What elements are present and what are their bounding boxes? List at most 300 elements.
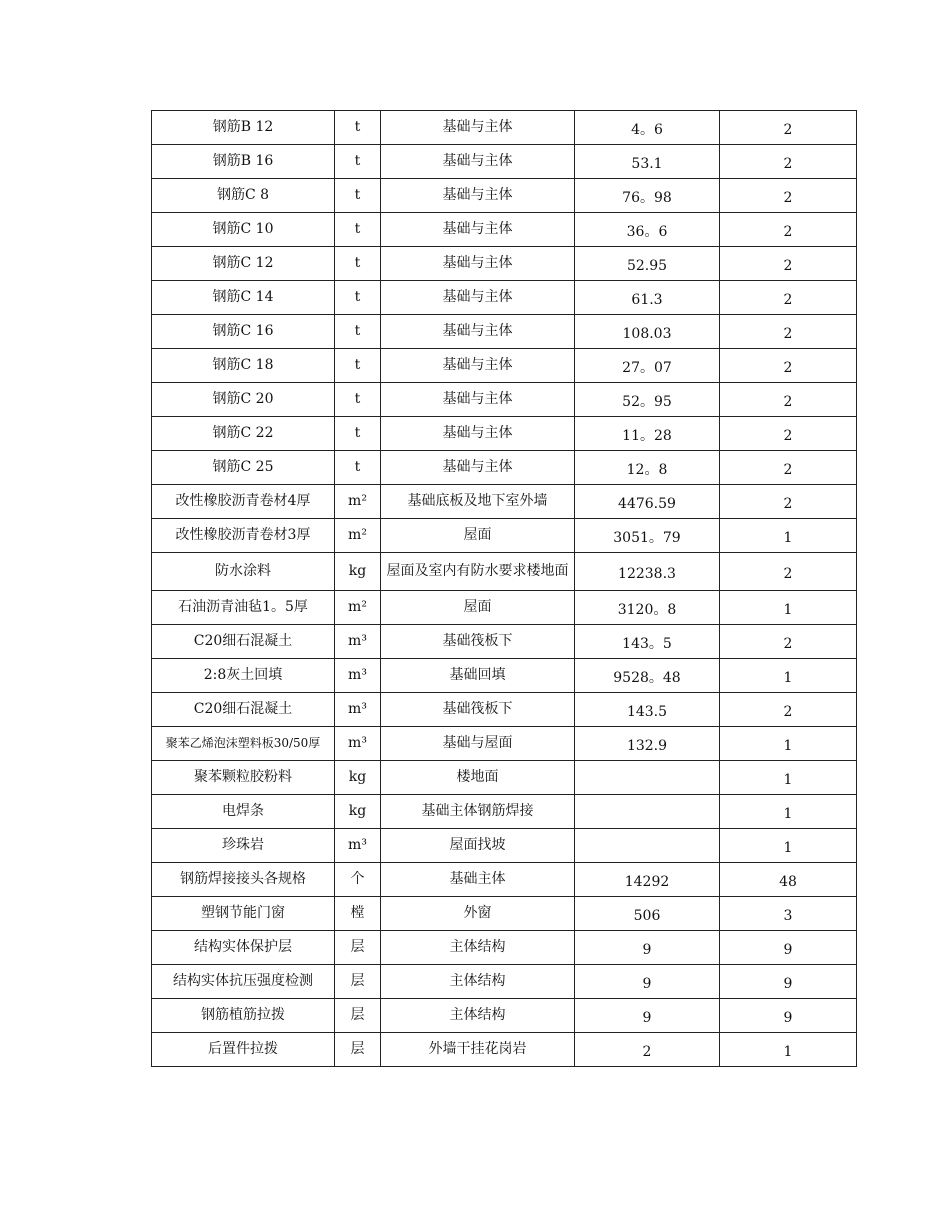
material-name-cell-text: 2:8灰土回填 — [203, 667, 283, 683]
unit-cell — [335, 315, 381, 349]
material-name-cell — [152, 897, 335, 931]
sample-count-cell-text: 2 — [783, 224, 793, 240]
material-name-cell-text: 钢筋C 12 — [212, 255, 274, 271]
material-name-cell — [152, 383, 335, 417]
sample-count-cell — [720, 247, 857, 281]
material-name-cell — [152, 761, 335, 795]
location-cell-text: 基础与主体 — [442, 459, 513, 475]
material-name-cell — [152, 659, 335, 693]
unit-cell — [335, 999, 381, 1033]
material-name-cell — [152, 965, 335, 999]
unit-cell-text: t — [354, 119, 361, 135]
location-cell — [381, 179, 575, 213]
sample-count-cell-text: 1 — [783, 840, 793, 856]
sample-count-cell-text: 2 — [783, 428, 793, 444]
sample-count-cell — [720, 965, 857, 999]
table-row — [152, 417, 857, 451]
material-name-cell-text: 钢筋C 20 — [212, 391, 274, 407]
sample-count-cell — [720, 897, 857, 931]
material-name-cell — [152, 553, 335, 591]
location-cell-text: 基础与主体 — [442, 255, 513, 271]
quantity-cell — [575, 761, 720, 795]
material-table-body — [152, 111, 857, 1067]
unit-cell-text: m³ — [348, 701, 367, 717]
unit-cell-text: kg — [348, 803, 367, 819]
table-row — [152, 965, 857, 999]
unit-cell — [335, 553, 381, 591]
quantity-cell — [575, 659, 720, 693]
sample-count-cell — [720, 417, 857, 451]
sample-count-cell-text: 9 — [783, 942, 793, 958]
location-cell — [381, 795, 575, 829]
table-row — [152, 349, 857, 383]
location-cell-text: 基础主体 — [449, 871, 506, 887]
sample-count-cell-text: 2 — [783, 190, 793, 206]
sample-count-cell — [720, 111, 857, 145]
material-name-cell-text: 钢筋植筋拉拨 — [201, 1007, 285, 1023]
sample-count-cell — [720, 451, 857, 485]
location-cell — [381, 519, 575, 553]
unit-cell — [335, 111, 381, 145]
quantity-cell-text: 52。95 — [622, 394, 672, 410]
sample-count-cell — [720, 485, 857, 519]
sample-count-cell — [720, 761, 857, 795]
quantity-cell — [575, 591, 720, 625]
location-cell-text: 基础与主体 — [442, 153, 513, 169]
material-name-cell — [152, 999, 335, 1033]
unit-cell — [335, 659, 381, 693]
location-cell — [381, 281, 575, 315]
quantity-cell — [575, 519, 720, 553]
quantity-cell-text: 9 — [642, 976, 652, 992]
quantity-cell-text: 76。98 — [622, 190, 672, 206]
material-name-cell — [152, 111, 335, 145]
material-name-cell — [152, 795, 335, 829]
quantity-cell-text: 3120。8 — [617, 602, 677, 618]
table-row — [152, 111, 857, 145]
table-row — [152, 897, 857, 931]
sample-count-cell — [720, 281, 857, 315]
sample-count-cell — [720, 625, 857, 659]
unit-cell-text: 个 — [350, 871, 365, 887]
unit-cell-text: m³ — [348, 735, 367, 751]
sample-count-cell-text: 2 — [783, 156, 793, 172]
unit-cell-text: m³ — [348, 667, 367, 683]
sample-count-cell-text: 1 — [783, 530, 793, 546]
sample-count-cell-text: 2 — [783, 258, 793, 274]
material-name-cell — [152, 451, 335, 485]
quantity-cell — [575, 863, 720, 897]
sample-count-cell-text: 2 — [783, 326, 793, 342]
unit-cell-text: t — [354, 289, 361, 305]
table-row — [152, 761, 857, 795]
quantity-cell — [575, 383, 720, 417]
quantity-cell — [575, 349, 720, 383]
location-cell-text: 基础筏板下 — [442, 633, 513, 649]
unit-cell — [335, 451, 381, 485]
quantity-cell — [575, 553, 720, 591]
table-row — [152, 795, 857, 829]
material-name-cell-text: 后置件拉拨 — [208, 1041, 278, 1057]
sample-count-cell — [720, 999, 857, 1033]
material-name-cell — [152, 247, 335, 281]
sample-count-cell — [720, 553, 857, 591]
sample-count-cell-text: 2 — [783, 496, 793, 512]
quantity-cell — [575, 965, 720, 999]
location-cell-text: 外墙干挂花岗岩 — [428, 1041, 527, 1057]
quantity-cell-text: 9 — [642, 1010, 652, 1026]
sample-count-cell-text: 2 — [783, 704, 793, 720]
unit-cell — [335, 727, 381, 761]
sample-count-cell — [720, 179, 857, 213]
quantity-cell — [575, 179, 720, 213]
sample-count-cell-text: 9 — [783, 976, 793, 992]
material-name-cell — [152, 349, 335, 383]
location-cell-text: 楼地面 — [456, 769, 499, 785]
sample-count-cell — [720, 1033, 857, 1067]
table-row — [152, 247, 857, 281]
material-name-cell — [152, 213, 335, 247]
location-cell-text: 主体结构 — [449, 939, 506, 955]
unit-cell — [335, 485, 381, 519]
location-cell — [381, 145, 575, 179]
quantity-cell — [575, 727, 720, 761]
table-row — [152, 591, 857, 625]
material-name-cell-text: 改性橡胶沥青卷材3厚 — [175, 527, 311, 543]
location-cell — [381, 111, 575, 145]
quantity-cell-text: 143.5 — [626, 704, 668, 720]
material-name-cell-text: 聚苯颗粒胶粉料 — [194, 769, 292, 785]
sample-count-cell-text: 1 — [783, 806, 793, 822]
sample-count-cell-text: 2 — [783, 462, 793, 478]
sample-count-cell-text: 2 — [783, 636, 793, 652]
sample-count-cell — [720, 693, 857, 727]
quantity-cell-text: 36。6 — [626, 224, 668, 240]
location-cell-text: 基础与主体 — [442, 323, 513, 339]
quantity-cell-text: 2 — [642, 1044, 652, 1060]
quantity-cell — [575, 829, 720, 863]
unit-cell — [335, 693, 381, 727]
material-name-cell-text: 钢筋B 16 — [212, 153, 274, 169]
quantity-cell-text: 3051。79 — [613, 530, 681, 546]
location-cell — [381, 349, 575, 383]
quantity-cell — [575, 315, 720, 349]
quantity-cell — [575, 451, 720, 485]
sample-count-cell — [720, 383, 857, 417]
quantity-cell-text: 27。07 — [622, 360, 672, 376]
table-row — [152, 829, 857, 863]
material-name-cell-text: 钢筋C 25 — [212, 459, 274, 475]
table-row — [152, 281, 857, 315]
sample-count-cell-text: 1 — [783, 738, 793, 754]
material-name-cell — [152, 417, 335, 451]
sample-count-cell — [720, 659, 857, 693]
quantity-cell-text: 4。6 — [631, 122, 663, 138]
quantity-cell-text: 9528。48 — [613, 670, 681, 686]
unit-cell — [335, 247, 381, 281]
unit-cell-text: t — [354, 153, 361, 169]
location-cell — [381, 659, 575, 693]
material-name-cell-text: 钢筋焊接接头各规格 — [180, 871, 306, 887]
sample-count-cell-text: 1 — [783, 1044, 793, 1060]
quantity-cell-text: 143。5 — [622, 636, 672, 652]
quantity-cell-text: 9 — [642, 942, 652, 958]
unit-cell-text: t — [354, 187, 361, 203]
unit-cell-text: t — [354, 391, 361, 407]
location-cell — [381, 863, 575, 897]
sample-count-cell-text: 2 — [783, 566, 793, 582]
material-name-cell — [152, 179, 335, 213]
material-name-cell-text: C20细石混凝土 — [193, 633, 293, 649]
material-name-cell-text: 钢筋C 10 — [212, 221, 274, 237]
location-cell — [381, 693, 575, 727]
unit-cell — [335, 931, 381, 965]
table-row — [152, 553, 857, 591]
unit-cell-text: kg — [348, 769, 367, 785]
sample-count-cell-text: 48 — [779, 874, 797, 890]
location-cell-text: 屋面及室内有防水要求楼地面 — [386, 563, 569, 579]
quantity-cell — [575, 213, 720, 247]
unit-cell — [335, 591, 381, 625]
quantity-cell — [575, 999, 720, 1033]
quantity-cell-text: 14292 — [624, 874, 670, 890]
quantity-cell-text: 61.3 — [631, 292, 663, 308]
material-name-cell — [152, 315, 335, 349]
material-name-cell-text: 结构实体保护层 — [194, 939, 292, 955]
location-cell-text: 基础与主体 — [442, 357, 513, 373]
location-cell-text: 主体结构 — [449, 973, 506, 989]
sample-count-cell-text: 3 — [783, 908, 793, 924]
material-name-cell — [152, 863, 335, 897]
unit-cell — [335, 179, 381, 213]
unit-cell-text: t — [354, 357, 361, 373]
material-name-cell — [152, 145, 335, 179]
material-name-cell — [152, 931, 335, 965]
unit-cell — [335, 383, 381, 417]
location-cell — [381, 897, 575, 931]
location-cell — [381, 965, 575, 999]
sample-count-cell-text: 2 — [783, 122, 793, 138]
material-name-cell-text: 结构实体抗压强度检测 — [173, 973, 313, 989]
unit-cell-text: t — [354, 323, 361, 339]
location-cell — [381, 829, 575, 863]
table-row — [152, 727, 857, 761]
quantity-cell-text: 52.95 — [626, 258, 668, 274]
unit-cell — [335, 761, 381, 795]
sample-count-cell — [720, 931, 857, 965]
quantity-cell — [575, 931, 720, 965]
material-name-cell-text: 电焊条 — [222, 803, 264, 819]
sample-count-cell — [720, 591, 857, 625]
table-row — [152, 693, 857, 727]
sample-count-cell — [720, 829, 857, 863]
location-cell-text: 屋面 — [463, 599, 492, 615]
location-cell — [381, 727, 575, 761]
location-cell-text: 基础主体钢筋焊接 — [421, 803, 534, 819]
sample-count-cell-text: 1 — [783, 670, 793, 686]
unit-cell-text: 层 — [350, 1007, 365, 1023]
unit-cell-text: m² — [348, 599, 367, 615]
material-name-cell — [152, 727, 335, 761]
material-name-cell — [152, 829, 335, 863]
sample-count-cell — [720, 145, 857, 179]
material-name-cell-text: 钢筋C 8 — [216, 187, 270, 203]
quantity-cell-text: 12。8 — [626, 462, 668, 478]
location-cell-text: 基础与主体 — [442, 221, 513, 237]
location-cell — [381, 625, 575, 659]
material-name-cell-text: 防水涂料 — [215, 563, 271, 579]
unit-cell-text: 层 — [350, 1041, 365, 1057]
material-name-cell-text: 塑钢节能门窗 — [201, 905, 285, 921]
location-cell — [381, 247, 575, 281]
quantity-cell-text: 53.1 — [631, 156, 663, 172]
location-cell — [381, 485, 575, 519]
material-name-cell-text: 改性橡胶沥青卷材4厚 — [175, 493, 311, 509]
quantity-cell — [575, 281, 720, 315]
location-cell-text: 基础与主体 — [442, 187, 513, 203]
table-row — [152, 145, 857, 179]
quantity-cell-text: 506 — [633, 908, 661, 924]
table-row — [152, 625, 857, 659]
unit-cell-text: 层 — [350, 939, 365, 955]
unit-cell-text: m³ — [348, 837, 367, 853]
sample-count-cell-text: 1 — [783, 602, 793, 618]
sample-count-cell-text: 2 — [783, 292, 793, 308]
unit-cell-text: m² — [348, 493, 367, 509]
location-cell — [381, 383, 575, 417]
unit-cell — [335, 213, 381, 247]
table-row — [152, 213, 857, 247]
material-name-cell — [152, 281, 335, 315]
quantity-cell-text: 108.03 — [622, 326, 672, 342]
quantity-cell — [575, 111, 720, 145]
material-name-cell — [152, 519, 335, 553]
table-row — [152, 659, 857, 693]
location-cell — [381, 315, 575, 349]
unit-cell — [335, 519, 381, 553]
material-name-cell — [152, 1033, 335, 1067]
table-row — [152, 519, 857, 553]
unit-cell — [335, 145, 381, 179]
material-table-container — [151, 110, 857, 1067]
unit-cell — [335, 349, 381, 383]
quantity-cell — [575, 897, 720, 931]
material-name-cell — [152, 485, 335, 519]
quantity-cell — [575, 247, 720, 281]
location-cell — [381, 761, 575, 795]
location-cell-text: 基础筏板下 — [442, 701, 513, 717]
sample-count-cell — [720, 315, 857, 349]
quantity-cell-text: 11。28 — [622, 428, 672, 444]
quantity-cell — [575, 145, 720, 179]
sample-count-cell-text: 9 — [783, 1010, 793, 1026]
unit-cell — [335, 897, 381, 931]
quantity-cell-text: 4476.59 — [618, 496, 676, 512]
location-cell — [381, 417, 575, 451]
sample-count-cell — [720, 519, 857, 553]
material-name-cell-text: 钢筋C 16 — [212, 323, 274, 339]
quantity-cell — [575, 625, 720, 659]
unit-cell — [335, 965, 381, 999]
sample-count-cell — [720, 349, 857, 383]
sample-count-cell — [720, 727, 857, 761]
location-cell — [381, 591, 575, 625]
location-cell-text: 基础与主体 — [442, 289, 513, 305]
sample-count-cell-text: 1 — [783, 772, 793, 788]
location-cell — [381, 1033, 575, 1067]
location-cell-text: 基础底板及地下室外墙 — [407, 493, 548, 509]
location-cell — [381, 213, 575, 247]
material-name-cell — [152, 693, 335, 727]
quantity-cell — [575, 485, 720, 519]
location-cell — [381, 553, 575, 591]
location-cell-text: 基础与主体 — [442, 391, 513, 407]
unit-cell — [335, 795, 381, 829]
table-row — [152, 315, 857, 349]
location-cell — [381, 999, 575, 1033]
unit-cell-text: 层 — [350, 973, 365, 989]
unit-cell-text: m² — [348, 527, 367, 543]
table-row — [152, 931, 857, 965]
material-name-cell-text: 钢筋C 22 — [212, 425, 274, 441]
table-row — [152, 999, 857, 1033]
sample-count-cell — [720, 863, 857, 897]
sample-count-cell-text: 2 — [783, 360, 793, 376]
sample-count-cell-text: 2 — [783, 394, 793, 410]
material-name-cell — [152, 591, 335, 625]
unit-cell-text: t — [354, 255, 361, 271]
unit-cell — [335, 1033, 381, 1067]
table-row — [152, 485, 857, 519]
material-name-cell — [152, 625, 335, 659]
unit-cell-text: t — [354, 221, 361, 237]
unit-cell — [335, 625, 381, 659]
material-table — [151, 110, 857, 1067]
location-cell-text: 屋面 — [463, 527, 492, 543]
quantity-cell — [575, 1033, 720, 1067]
sample-count-cell — [720, 795, 857, 829]
quantity-cell-text: 12238.3 — [618, 566, 676, 582]
quantity-cell — [575, 417, 720, 451]
material-name-cell-text: C20细石混凝土 — [193, 701, 293, 717]
quantity-cell — [575, 795, 720, 829]
material-name-cell-text: 石油沥青油毡1。5厚 — [178, 599, 308, 615]
quantity-cell-text: 132.9 — [626, 738, 668, 754]
location-cell-text: 外窗 — [463, 905, 492, 921]
table-row — [152, 863, 857, 897]
unit-cell — [335, 863, 381, 897]
location-cell-text: 基础与主体 — [442, 119, 513, 135]
unit-cell-text: m³ — [348, 633, 367, 649]
material-name-cell-text: 钢筋C 14 — [212, 289, 274, 305]
table-row — [152, 1033, 857, 1067]
material-name-cell-text: 珍珠岩 — [222, 837, 264, 853]
location-cell — [381, 931, 575, 965]
table-row — [152, 179, 857, 213]
unit-cell-text: t — [354, 425, 361, 441]
location-cell — [381, 451, 575, 485]
unit-cell-text: 樘 — [350, 905, 365, 921]
table-row — [152, 383, 857, 417]
unit-cell — [335, 281, 381, 315]
material-name-cell-text: 钢筋B 12 — [212, 119, 274, 135]
material-name-cell-text: 聚苯乙烯泡沫塑料板30/50厚 — [165, 736, 321, 750]
location-cell-text: 屋面找坡 — [449, 837, 506, 853]
unit-cell — [335, 829, 381, 863]
unit-cell — [335, 417, 381, 451]
location-cell-text: 基础与主体 — [442, 425, 513, 441]
quantity-cell — [575, 693, 720, 727]
